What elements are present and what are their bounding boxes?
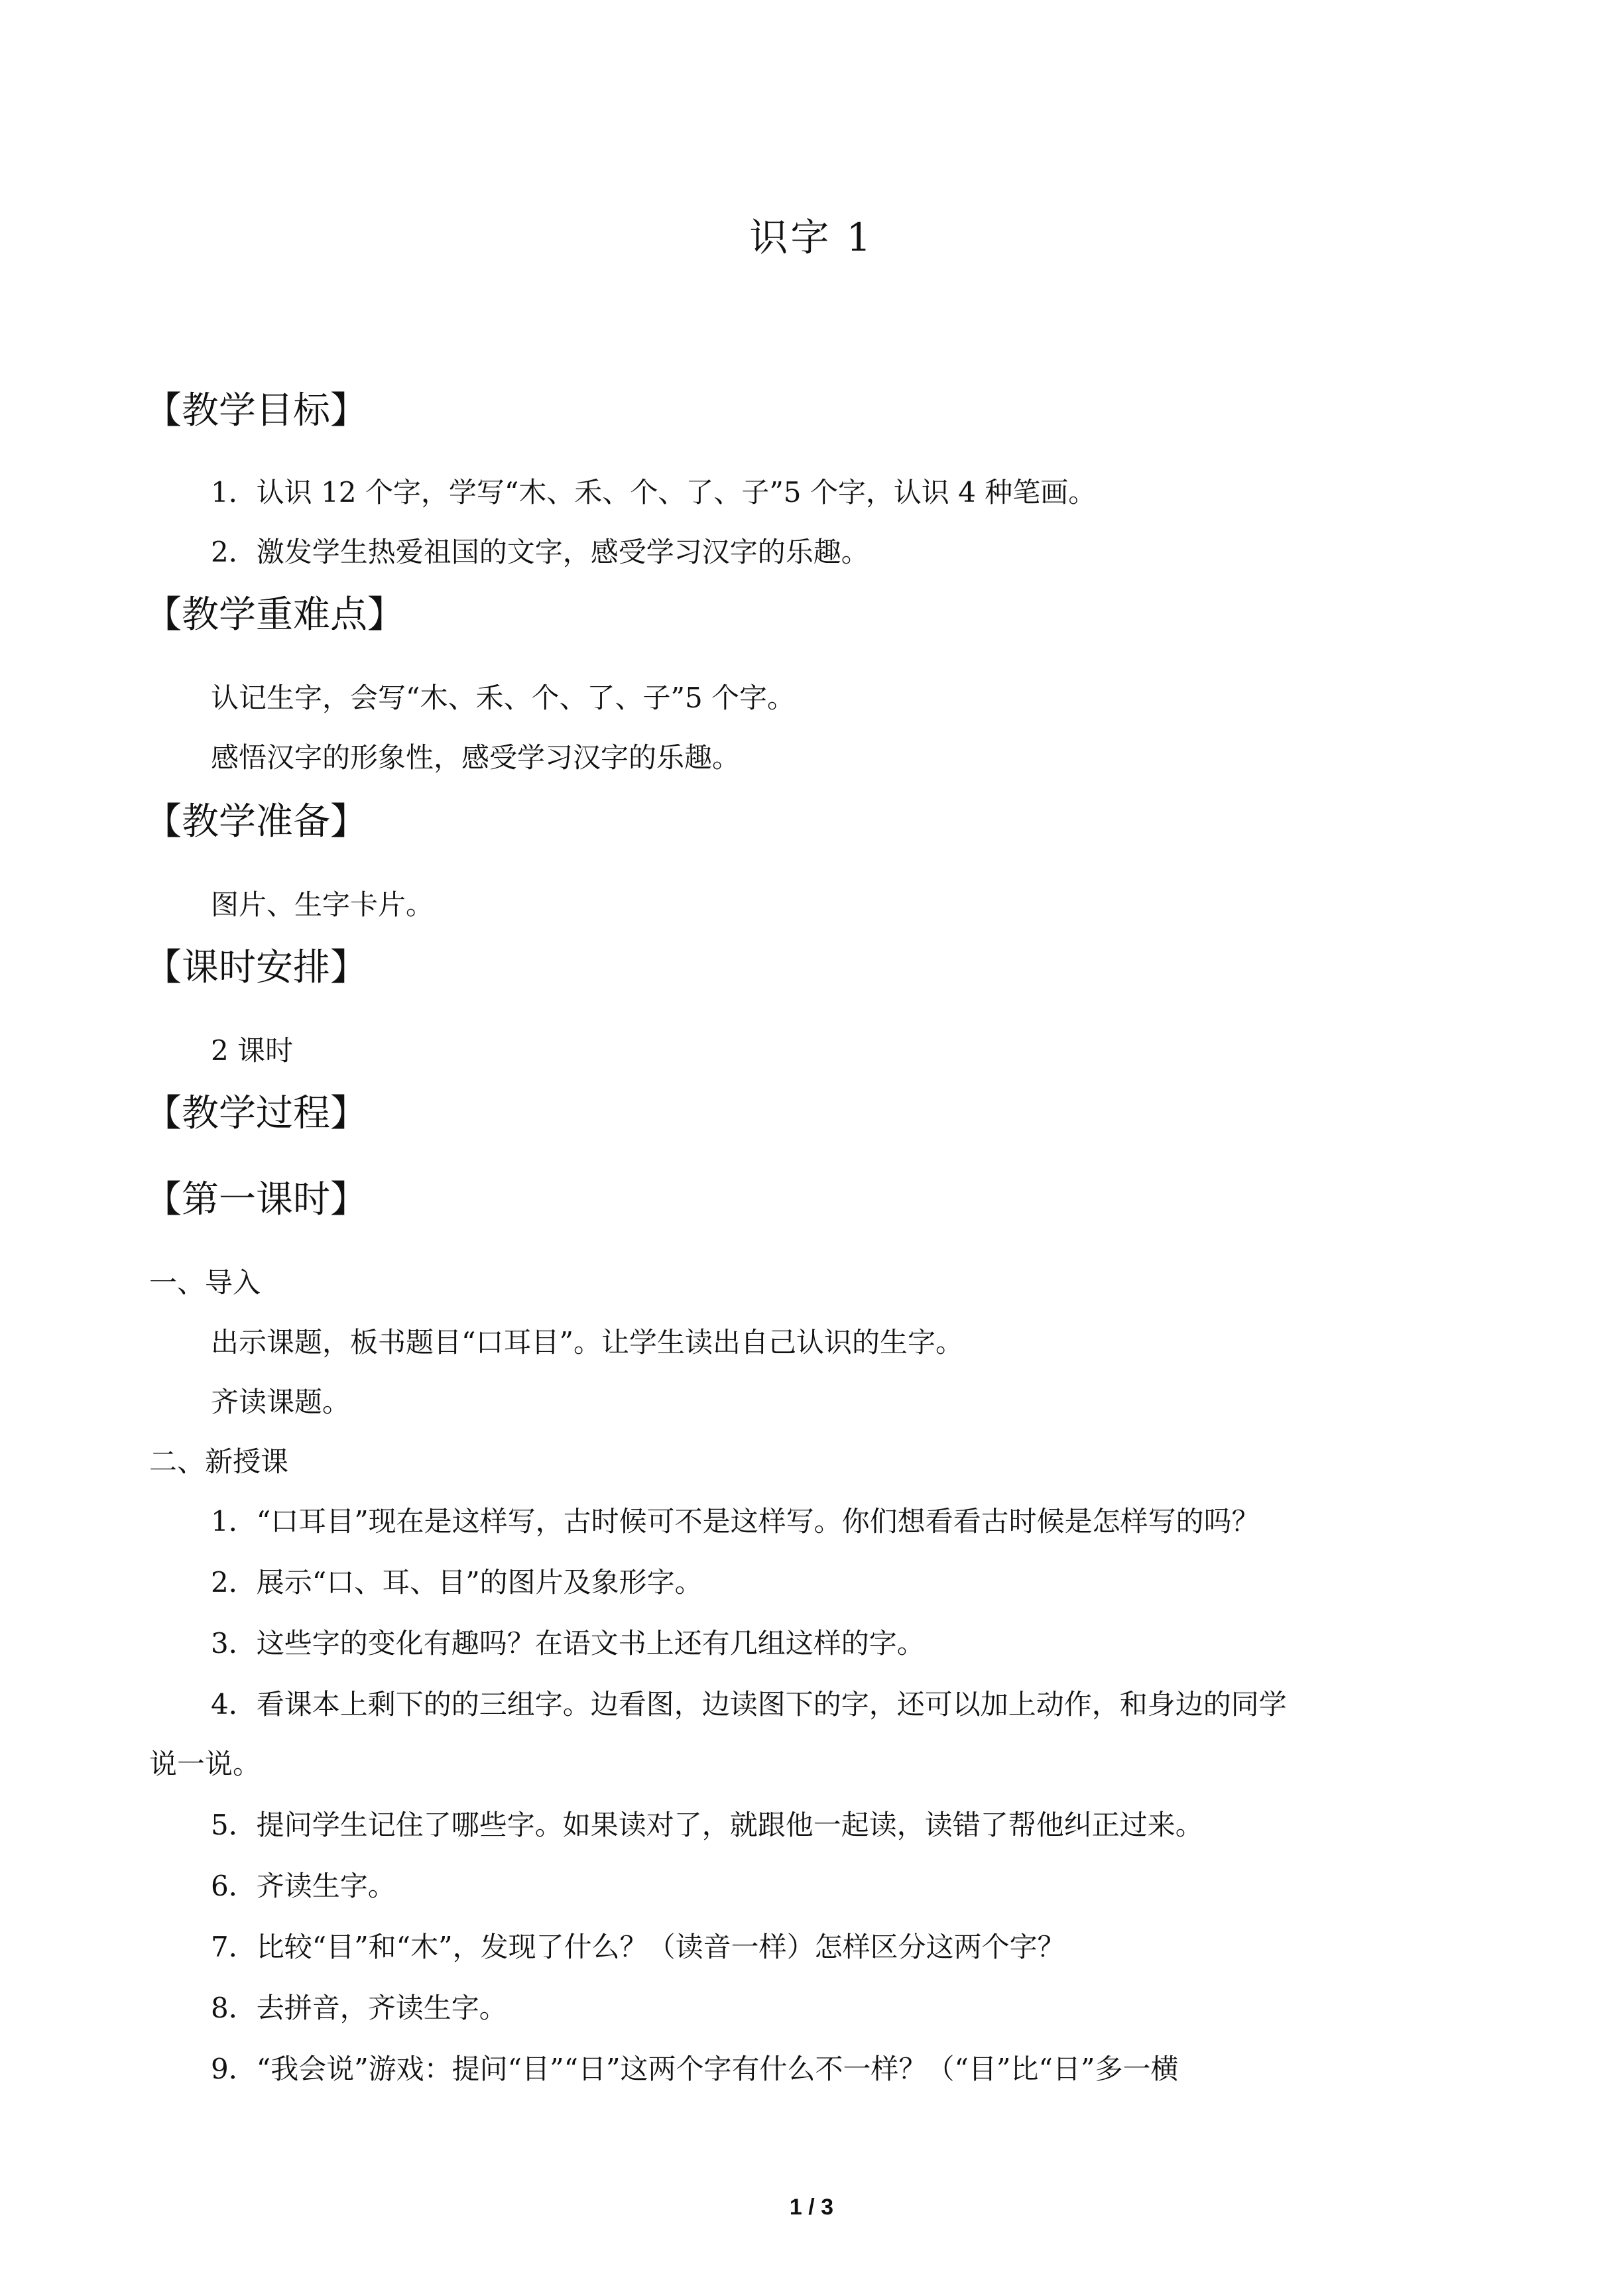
new-lesson-item: 7．比较“目”和“木”，发现了什么？（读音一样）怎样区分这两个字？	[211, 1931, 1065, 1963]
new-lesson-item: 5．提问学生记住了哪些字。如果读对了，就跟他一起读，读错了帮他纠正过来。	[211, 1809, 1203, 1841]
part-title-intro: 一、导入	[149, 1266, 261, 1299]
key-point-item: 感悟汉字的形象性，感受学习汉字的乐趣。	[211, 741, 741, 774]
new-lesson-item: 9．“我会说”游戏：提问“目”“日”这两个字有什么不一样？（“目”比“日”多一横	[211, 2053, 1179, 2085]
page-title: 识字 1	[749, 215, 874, 260]
part-title-new-lesson: 二、新授课	[149, 1445, 289, 1478]
intro-item: 齐读课题。	[211, 1386, 351, 1418]
goal-item: 1．认识 12 个字，学写“木、禾、个、了、子”5 个字，认识 4 种笔画。	[211, 476, 1097, 509]
section-heading-key-points: 【教学重难点】	[145, 593, 404, 636]
new-lesson-item: 4．看课本上剩下的的三组字。边看图，边读图下的字，还可以加上动作，和身边的同学	[211, 1688, 1287, 1721]
section-heading-preparation: 【教学准备】	[145, 800, 367, 843]
new-lesson-item: 3．这些字的变化有趣吗？在语文书上还有几组这样的字。	[211, 1627, 925, 1660]
section-heading-lesson1: 【第一课时】	[145, 1178, 367, 1221]
preparation-item: 图片、生字卡片。	[211, 888, 434, 921]
page-number: 1 / 3	[789, 2195, 834, 2220]
section-heading-schedule: 【课时安排】	[145, 946, 367, 989]
new-lesson-item: 6．齐读生字。	[211, 1870, 396, 1902]
new-lesson-item: 2．展示“口、耳、目”的图片及象形字。	[211, 1566, 703, 1599]
schedule-item: 2 课时	[211, 1034, 294, 1067]
new-lesson-item: 1．“口耳目”现在是这样写，古时候可不是这样写。你们想看看古时候是怎样写的吗？	[211, 1505, 1260, 1538]
goal-item: 2．激发学生热爱祖国的文字，感受学习汉字的乐趣。	[211, 536, 869, 568]
new-lesson-item-continued: 说一说。	[149, 1748, 261, 1780]
section-heading-process: 【教学过程】	[145, 1092, 367, 1135]
section-heading-goals: 【教学目标】	[145, 389, 367, 432]
key-point-item: 认记生字，会写“木、禾、个、了、子”5 个字。	[211, 682, 796, 714]
new-lesson-item: 8．去拼音，齐读生字。	[211, 1992, 507, 2024]
intro-item: 出示课题，板书题目“口耳目”。让学生读出自己认识的生字。	[211, 1326, 963, 1359]
